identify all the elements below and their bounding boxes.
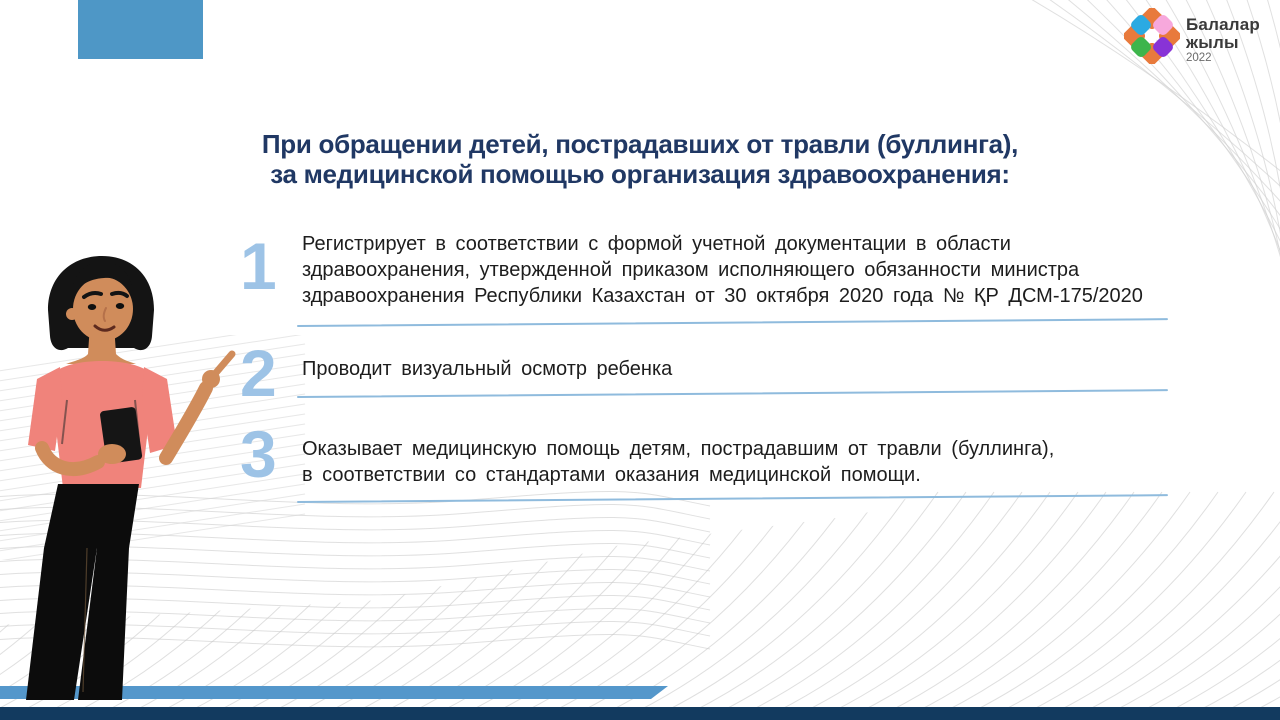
logo-text-line2: жылы [1186, 33, 1239, 52]
woman-pointing-illustration [0, 248, 245, 700]
slide-title-line1: При обращении детей, пострадавших от травли (буллинга), [261, 129, 1019, 159]
logo-year: 2022 [1186, 52, 1212, 64]
eye-left [88, 304, 96, 310]
slide-title-line2: за медицинской помощью организация здравоохранения: [270, 159, 1010, 189]
item-text-line: здравоохранения Республики Казахстан от 30 октября 2020 года № ҚР ДСМ-175/2020 [302, 285, 1143, 307]
item-number-3: 3 [240, 417, 277, 491]
ear [66, 308, 78, 320]
logo-balalar-zhyly [1124, 8, 1260, 65]
logo-text-line1: Балалар [1186, 15, 1260, 34]
item-text-1 [302, 231, 1182, 309]
logo-text [1186, 16, 1260, 65]
item-text-line: Проводит визуальный осмотр ребенка [302, 358, 673, 380]
item-text-2 [302, 356, 1182, 382]
item-text-line: Оказывает медицинскую помощь детям, пострадавшим от травли (буллинга), [302, 438, 1055, 460]
item-number-2: 2 [240, 336, 277, 410]
item-text-line: здравоохранения, утвержденной приказом исполняющего обязанности министра [302, 259, 1080, 281]
item-number-1: 1 [240, 229, 277, 303]
item-text-line: Регистрирует в соответствии с формой учетной документации в области [302, 233, 1011, 255]
flower-logo-icon [1124, 8, 1180, 64]
eye-right [116, 303, 124, 309]
item-text-3 [302, 436, 1182, 488]
top-accent-rectangle [78, 0, 203, 59]
slide-title [190, 129, 1090, 189]
hand-holding-phone [98, 444, 126, 464]
item-text-line: в соответствии со стандартами оказания медицинской помощи. [302, 464, 921, 486]
pointing-finger [214, 354, 232, 375]
shirt-sleeve-left [28, 367, 62, 451]
footer-bar-dark [0, 707, 1280, 720]
